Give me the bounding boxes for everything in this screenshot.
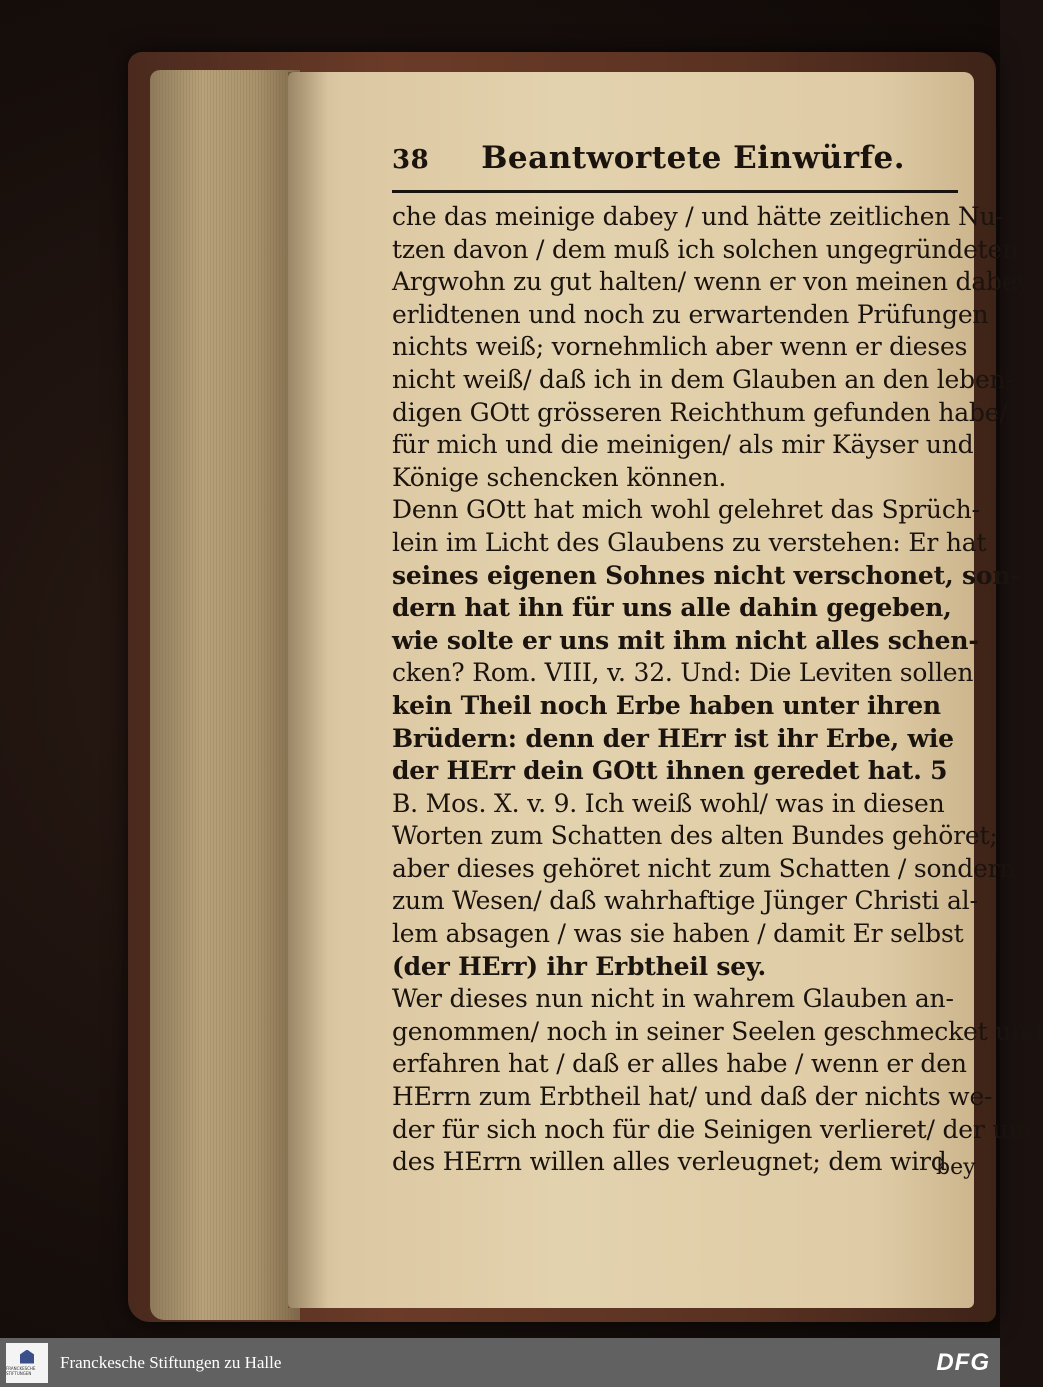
catchword: bey [936, 1155, 976, 1180]
running-head: Beantwortete Einwürfe. [481, 140, 905, 176]
text-line: B. Mos. X. v. 9. Ich weiß wohl/ was in diesen [392, 788, 945, 818]
text-line: cken? Rom. VIII, v. 32. Und: Die Leviten sollen [392, 658, 974, 688]
text-line: für mich und die meinigen/ als mir Käyser und [392, 430, 974, 460]
text-line: dern hat ihn für uns alle dahin gegeben, [392, 593, 952, 623]
page-edges [150, 70, 300, 1320]
text-line: nichts weiß; vornehmlich aber wenn er dieses [392, 332, 968, 362]
logo-text: FRANCKESCHE STIFTUNGEN [6, 1365, 36, 1376]
text-line: der für sich noch für die Seinigen verlieret/ der um [392, 1114, 1032, 1144]
page-text-block [392, 140, 1043, 1179]
text-line: zum Wesen/ daß wahrhaftige Jünger Christi al- [392, 886, 978, 916]
text-line: lein im Licht des Glaubens zu verstehen: Er hat [392, 527, 987, 557]
text-line: seines eigenen Sohnes nicht verschonet, son- [392, 560, 1021, 590]
text-line: Denn GOtt hat mich wohl gelehret das Sprüch- [392, 495, 980, 525]
viewer-footer [0, 1338, 1000, 1387]
text-line: des HErrn willen alles verleugnet; dem wird [392, 1147, 947, 1177]
text-line: Brüdern: denn der HErr ist ihr Erbe, wie [392, 723, 954, 753]
gutter-shadow [288, 72, 328, 1308]
text-line: genommen/ noch in seiner Seelen geschmecket und [392, 1016, 1043, 1046]
text-line: nicht weiß/ daß ich in dem Glauben an den leben- [392, 364, 1014, 394]
text-line: digen GOtt grösseren Reichthum gefunden habe/ [392, 397, 1008, 427]
page-header [392, 140, 962, 184]
text-line: der HErr dein GOtt ihnen geredet hat. 5 [392, 756, 948, 786]
text-line: aber dieses gehöret nicht zum Schatten / sondern [392, 853, 1016, 883]
institution-logo [6, 1343, 48, 1383]
text-line: tzen davon / dem muß ich solchen ungegründeten [392, 234, 1019, 264]
text-line: erlidtenen und noch zu erwartenden Prüfungen [392, 299, 989, 329]
text-line: che das meinige dabey / und hätte zeitlichen Nu- [392, 202, 1004, 231]
institution-name[interactable]: Franckesche Stiftungen zu Halle [60, 1352, 282, 1372]
text-line: lem absagen / was sie haben / damit Er selbst [392, 919, 964, 949]
text-line: (der HErr) ihr Erbtheil sey. [392, 951, 766, 981]
text-line: kein Theil noch Erbe haben unter ihren [392, 690, 941, 720]
text-line: Argwohn zu gut halten/ wenn er von meinen dabey [392, 267, 1031, 297]
text-line: Könige schencken können. [392, 462, 727, 492]
building-icon [20, 1350, 34, 1364]
text-line: Worten zum Schatten des alten Bundes gehöret; [392, 821, 998, 851]
text-line: erfahren hat / daß er alles habe / wenn er den [392, 1049, 967, 1079]
body-text [392, 201, 1043, 1179]
page-number: 38 [392, 145, 430, 175]
header-rule [392, 190, 958, 193]
text-line: HErrn zum Erbtheil hat/ und daß der nichts we- [392, 1082, 993, 1112]
text-line: Wer dieses nun nicht in wahrem Glauben an- [392, 984, 954, 1014]
dfg-logo[interactable]: DFG [936, 1348, 990, 1376]
text-line: wie solte er uns mit ihm nicht alles schen- [392, 625, 979, 655]
